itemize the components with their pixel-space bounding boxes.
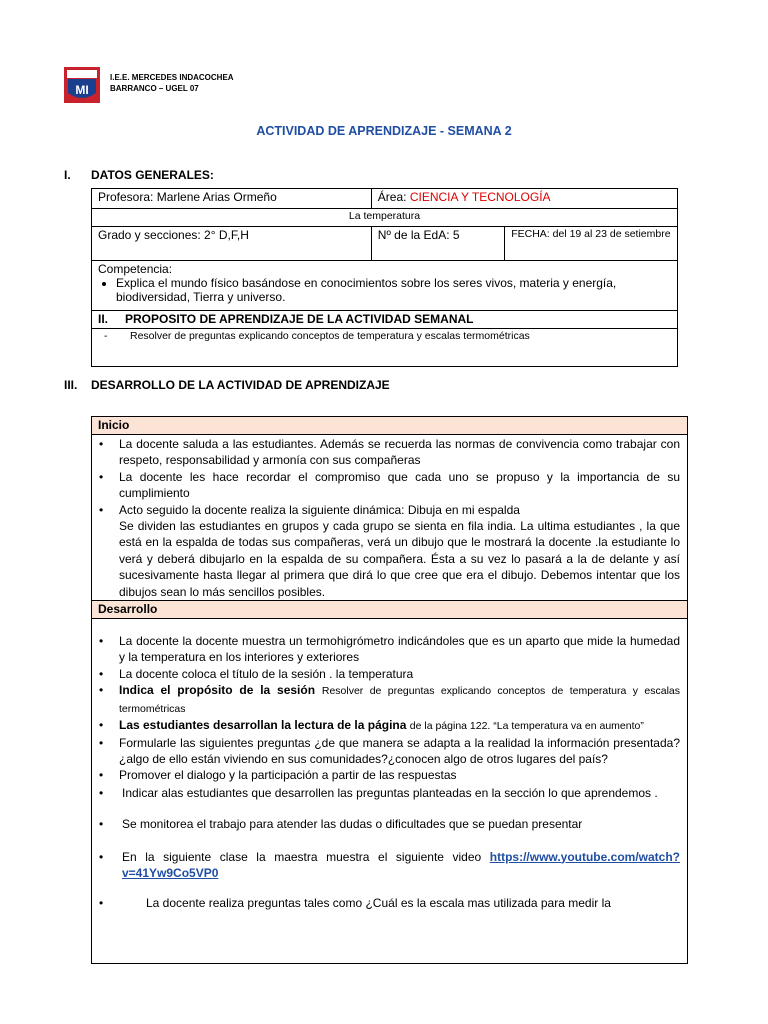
item-bold: Indica el propósito de la sesión (119, 683, 316, 698)
proposito-label: PROPOSITO DE APRENDIZAJE DE LA ACTIVIDAD SEMANAL (125, 312, 474, 326)
desarrollo-item: • Indicar alas estudiantes que desarrollen las preguntas planteadas en la sección lo que aprendemos . (92, 785, 687, 801)
desarrollo-item: • Se monitorea el trabajo para atender las dudas o dificultades que se puedan presentar (92, 816, 687, 832)
desarrollo-item (92, 682, 687, 717)
competencia-cell (92, 261, 678, 311)
logo-text: MI (75, 83, 89, 97)
inicio-item: • La docente saluda a las estudiantes. Además se recuerda las normas de convivencia como trabajar con respeto, responsabilidad y armonía con sus compañeras (92, 436, 687, 469)
proposito-cell (92, 329, 678, 367)
school-info (110, 72, 234, 94)
item-bold: Las estudiantes desarrollan la lectura de la página (119, 718, 407, 733)
topic-cell: La temperatura (92, 209, 678, 227)
desarrollo-item: • La docente coloca el título de la sesión . la temperatura (92, 666, 687, 682)
inicio-paragraph: Se dividen las estudiantes en grupos y cada grupo se sienta en fila india. La ultima estudiantes , la que está en la espalda de todas sus compañeras, verá un dibujo que le mostrará la docente .la estudiante lo verá y deberá dibujarlo en la espalda de su compañera. Ésta a su vez lo pasará a la de delante y así sucesivamente hasta llegar al primera que dirá lo que cree que era el dibujo. Debemos intentar que los dibujos sean lo más sencillos posibles. (119, 519, 680, 599)
desarrollo-item: • Promover el dialogo y la participación a partir de las respuestas (92, 767, 687, 783)
eda-cell: Nº de la EdA: 5 (371, 227, 504, 261)
page-title: ACTIVIDAD DE APRENDIZAJE - SEMANA 2 (256, 124, 512, 138)
desarrollo-item: • La docente realiza preguntas tales como ¿Cuál es la escala mas utilizada para medir la (92, 895, 687, 911)
section-label: DESARROLLO DE LA ACTIVIDAD DE APRENDIZAJE (91, 378, 390, 392)
school-name: I.E.E. MERCEDES INDACOCHEA (110, 73, 234, 82)
competencia-item: • Explica el mundo físico basándose en conocimientos sobre los seres vivos, materia y energía, biodiversidad, Tierra y universo. (116, 276, 671, 304)
section-label: DATOS GENERALES: (91, 168, 214, 182)
section-number: I. (64, 168, 71, 182)
area-cell (371, 189, 677, 209)
proposito-text: Resolver de preguntas explicando conceptos de temperatura y escalas termométricas (130, 330, 530, 342)
competencia-label: Competencia: (98, 262, 173, 276)
fecha-cell: FECHA: del 19 al 23 de setiembre (504, 227, 677, 261)
activity-box (91, 416, 688, 964)
school-ugel: BARRANCO – UGEL 07 (110, 84, 199, 93)
proposito-dash: - (104, 330, 108, 342)
area-value: CIENCIA Y TECNOLOGÍA (409, 190, 551, 204)
video-link[interactable]: https://www.youtube.com/watch?v=41Yw9Co5VP0 (122, 849, 680, 880)
inicio-item: • Acto seguido la docente realiza la siguiente dinámica: Dibuja en mi espalda (92, 502, 687, 518)
section-datos-generales (64, 168, 214, 182)
desarrollo-item: • La docente la docente muestra un termohigrómetro indicándoles que es un aparto que mide la humedad y la temperatura en los interiores y exteriores (92, 633, 687, 666)
general-data-table (91, 188, 678, 367)
proposito-num: II. (98, 312, 109, 326)
desarrollo-item (92, 717, 687, 734)
school-logo (64, 67, 100, 103)
item-text: En la siguiente clase la maestra muestra el siguiente video (122, 849, 482, 864)
area-label: Área: (377, 190, 407, 204)
item-rest: Resolver de preguntas explicando conceptos de temperatura y escalas termométricas (119, 685, 680, 715)
desarrollo-item (92, 849, 687, 882)
inicio-item: • La docente les hace recordar el compromiso que cada uno se propuso y la importancia de su cumplimiento (92, 469, 687, 502)
desarrollo-item: • Formularle las siguientes preguntas ¿de que manera se adapta a la realidad la información presentada?¿algo de ello están viviendo en sus comunidades?¿conocen algo de otros lugares del país? (92, 735, 687, 768)
proposito-header (92, 311, 678, 329)
inicio-header: Inicio (92, 417, 687, 435)
desarrollo-header: Desarrollo (92, 600, 687, 619)
section-number: III. (64, 378, 78, 392)
grado-cell: Grado y secciones: 2° D,F,H (92, 227, 372, 261)
section-desarrollo (64, 378, 390, 392)
item-rest: de la página 122. “La temperatura va en aumento” (409, 720, 644, 733)
profesora-cell: Profesora: Marlene Arias Ormeño (92, 189, 372, 209)
